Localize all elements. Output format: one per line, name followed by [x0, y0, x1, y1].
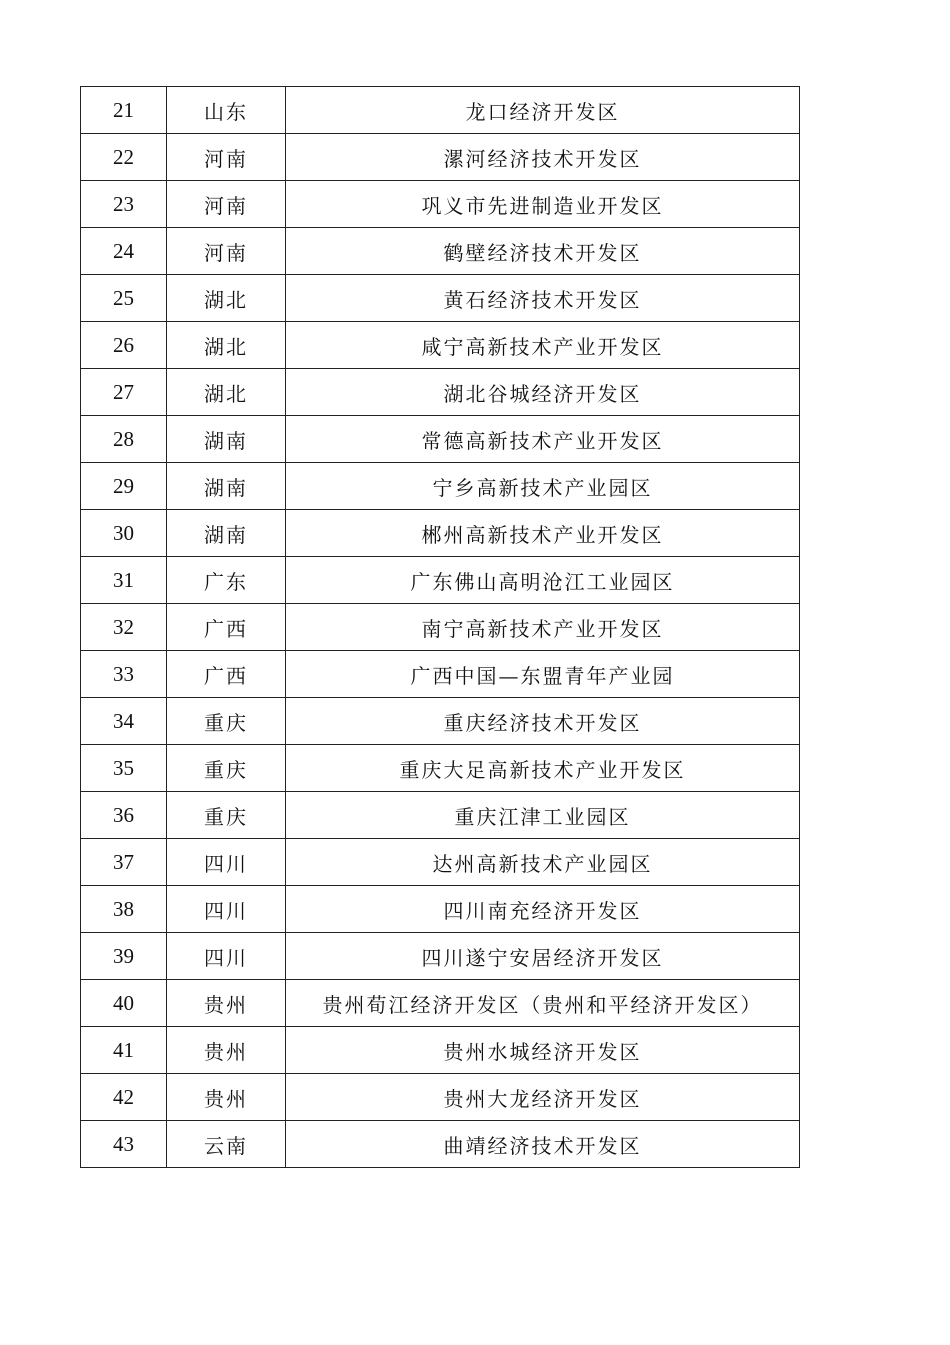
table-row [81, 792, 800, 839]
row-number-cell: 24 [81, 228, 167, 275]
zone-name-cell: 贵州水城经济开发区 [286, 1027, 800, 1074]
table-row [81, 698, 800, 745]
row-number-cell: 31 [81, 557, 167, 604]
province-cell: 湖南 [167, 416, 286, 463]
row-number-cell: 42 [81, 1074, 167, 1121]
province-cell: 重庆 [167, 745, 286, 792]
province-cell: 河南 [167, 134, 286, 181]
table-row [81, 275, 800, 322]
zone-name-cell: 南宁高新技术产业开发区 [286, 604, 800, 651]
row-number-cell: 26 [81, 322, 167, 369]
zone-name-cell: 黄石经济技术开发区 [286, 275, 800, 322]
province-cell: 湖南 [167, 463, 286, 510]
row-number-cell: 41 [81, 1027, 167, 1074]
row-number-cell: 39 [81, 933, 167, 980]
row-number-cell: 30 [81, 510, 167, 557]
zone-name-cell: 常德高新技术产业开发区 [286, 416, 800, 463]
province-cell: 河南 [167, 181, 286, 228]
province-cell: 重庆 [167, 698, 286, 745]
zone-name-cell: 广西中国—东盟青年产业园 [286, 651, 800, 698]
row-number-cell: 35 [81, 745, 167, 792]
zone-name-cell: 广东佛山高明沧江工业园区 [286, 557, 800, 604]
province-cell: 贵州 [167, 1074, 286, 1121]
table-row [81, 980, 800, 1027]
province-cell: 河南 [167, 228, 286, 275]
zone-name-cell: 鹤壁经济技术开发区 [286, 228, 800, 275]
province-cell: 四川 [167, 886, 286, 933]
zone-name-cell: 重庆江津工业园区 [286, 792, 800, 839]
table-row [81, 228, 800, 275]
table-row [81, 557, 800, 604]
row-number-cell: 40 [81, 980, 167, 1027]
province-cell: 贵州 [167, 1027, 286, 1074]
table-row [81, 745, 800, 792]
province-cell: 重庆 [167, 792, 286, 839]
table-row [81, 1027, 800, 1074]
table-row [81, 933, 800, 980]
table-row [81, 510, 800, 557]
province-cell: 广东 [167, 557, 286, 604]
zone-name-cell: 贵州大龙经济开发区 [286, 1074, 800, 1121]
table-body [81, 87, 800, 1168]
province-cell: 云南 [167, 1121, 286, 1168]
table-row [81, 1121, 800, 1168]
table-row [81, 839, 800, 886]
row-number-cell: 38 [81, 886, 167, 933]
zone-name-cell: 湖北谷城经济开发区 [286, 369, 800, 416]
province-cell: 湖北 [167, 322, 286, 369]
table-row [81, 604, 800, 651]
zone-name-cell: 重庆经济技术开发区 [286, 698, 800, 745]
zone-name-cell: 贵州荀江经济开发区（贵州和平经济开发区） [286, 980, 800, 1027]
province-cell: 湖北 [167, 275, 286, 322]
table-row [81, 651, 800, 698]
row-number-cell: 37 [81, 839, 167, 886]
zone-name-cell: 曲靖经济技术开发区 [286, 1121, 800, 1168]
zone-name-cell: 巩义市先进制造业开发区 [286, 181, 800, 228]
zone-name-cell: 四川遂宁安居经济开发区 [286, 933, 800, 980]
province-cell: 广西 [167, 651, 286, 698]
zone-name-cell: 咸宁高新技术产业开发区 [286, 322, 800, 369]
row-number-cell: 25 [81, 275, 167, 322]
province-cell: 湖北 [167, 369, 286, 416]
province-cell: 贵州 [167, 980, 286, 1027]
table-row [81, 463, 800, 510]
row-number-cell: 32 [81, 604, 167, 651]
zone-name-cell: 宁乡高新技术产业园区 [286, 463, 800, 510]
row-number-cell: 34 [81, 698, 167, 745]
province-cell: 广西 [167, 604, 286, 651]
zone-name-cell: 四川南充经济开发区 [286, 886, 800, 933]
table-row [81, 181, 800, 228]
province-cell: 四川 [167, 933, 286, 980]
province-cell: 山东 [167, 87, 286, 134]
row-number-cell: 21 [81, 87, 167, 134]
province-cell: 湖南 [167, 510, 286, 557]
row-number-cell: 27 [81, 369, 167, 416]
row-number-cell: 23 [81, 181, 167, 228]
row-number-cell: 36 [81, 792, 167, 839]
table-row [81, 1074, 800, 1121]
table-row [81, 134, 800, 181]
table-row [81, 322, 800, 369]
row-number-cell: 43 [81, 1121, 167, 1168]
table-row [81, 369, 800, 416]
row-number-cell: 28 [81, 416, 167, 463]
zone-name-cell: 漯河经济技术开发区 [286, 134, 800, 181]
zone-name-cell: 达州高新技术产业园区 [286, 839, 800, 886]
table-row [81, 87, 800, 134]
table-row [81, 416, 800, 463]
table-row [81, 886, 800, 933]
row-number-cell: 29 [81, 463, 167, 510]
zone-name-cell: 重庆大足高新技术产业开发区 [286, 745, 800, 792]
zone-name-cell: 龙口经济开发区 [286, 87, 800, 134]
row-number-cell: 22 [81, 134, 167, 181]
zone-name-cell: 郴州高新技术产业开发区 [286, 510, 800, 557]
development-zones-table [80, 86, 800, 1168]
province-cell: 四川 [167, 839, 286, 886]
row-number-cell: 33 [81, 651, 167, 698]
